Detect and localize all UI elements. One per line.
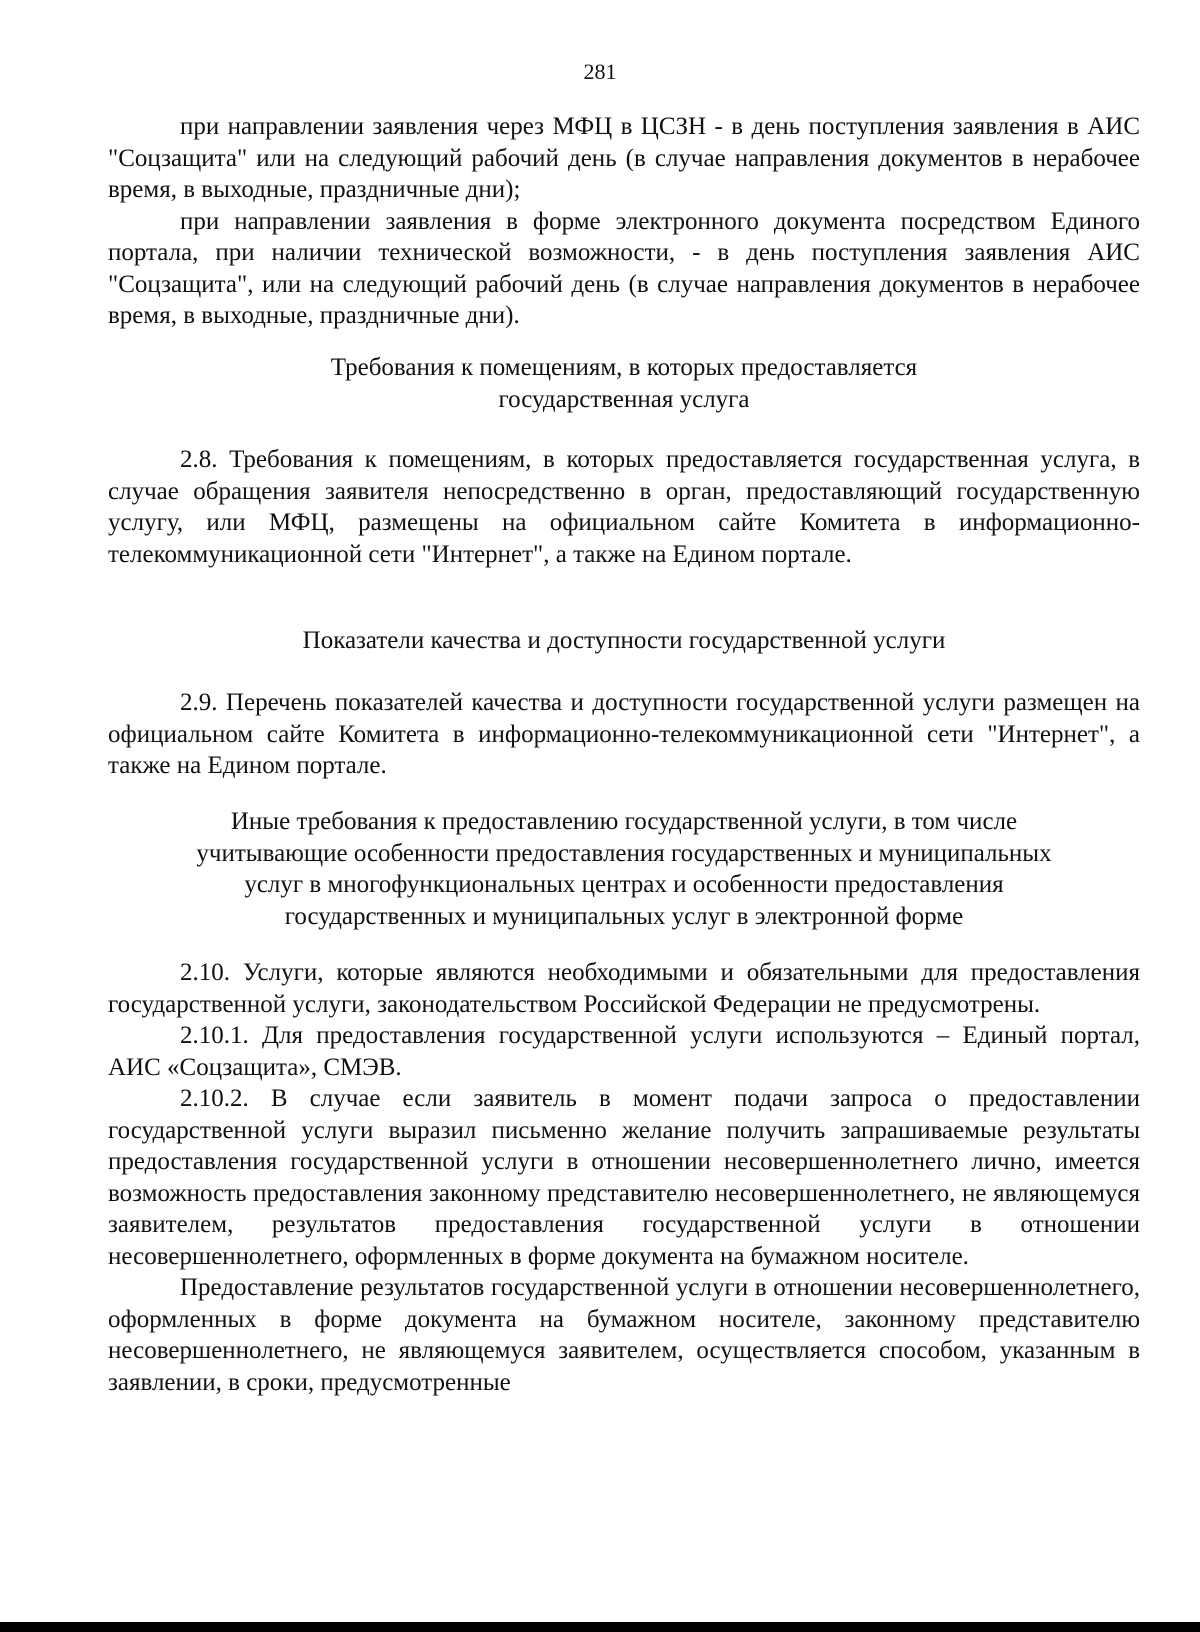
paragraph-2-10-1: 2.10.1. Для предоставления государственной услуги используются – Единый портал, АИС «Соцзащита», СМЭВ.	[108, 1022, 1140, 1081]
section-2-9	[108, 687, 1140, 782]
heading-other-line2: учитывающие особенности предоставления государственных и муниципальных	[196, 839, 1052, 867]
heading-premises-line2: государственная услуга	[498, 385, 750, 413]
paragraph-2-10-2: 2.10.2. В случае если заявитель в момент подачи запроса о предоставлении государственной услуги выразил письменно желание получить запрашиваемые результаты предоставления государственной услуги в отношении несовершеннолетнего лично, имеется возможность предоставления законному представителю несовершеннолетнего, не являющемуся заявителем, результатов предоставления государственной услуги в отношении несовершеннолетнего, оформленных в форме документа на бумажном носителе.	[108, 1085, 1140, 1270]
heading-quality	[108, 625, 1140, 657]
heading-other-requirements	[108, 806, 1140, 932]
heading-premises	[108, 352, 1140, 415]
paragraph-2-9: 2.9. Перечень показателей качества и доступности государственной услуги размещен на официальном сайте Комитета в информационно-телекоммуникационной сети "Интернет", а также на Едином портале.	[108, 689, 1140, 779]
heading-premises-line1: Требования к помещениям, в которых предоставляется	[330, 354, 918, 381]
heading-other-line3: услуг в многофункциональных центрах и особенности предоставления	[244, 871, 1004, 898]
paragraph-2-8: 2.8. Требования к помещениям, в которых предоставляется государственная услуга, в случае обращения заявителя непосредственно в орган, предоставляющий государственную услугу, или МФЦ, размещены на официальном сайте Комитета в информационно-телекоммуникационной сети "Интернет", а также на Едином портале.	[108, 446, 1140, 568]
paragraph-results-delivery: Предоставление результатов государственной услуги в отношении несовершеннолетнего, оформленных в форме документа на бумажном носителе, законному представителю несовершеннолетнего, не являющемуся заявителем, осуществляется способом, указанным в заявлении, в сроки, предусмотренные	[108, 1274, 1140, 1396]
paragraph-mfc-submission: при направлении заявления через МФЦ в ЦСЗН - в день поступления заявления в АИС "Соцзащита" или на следующий рабочий день (в случае направления документов в нерабочее время, в выходные, праздничные дни);	[108, 113, 1140, 203]
section-2-8	[108, 444, 1140, 570]
paragraph-2-10: 2.10. Услуги, которые являются необходимыми и обязательными для предоставления государственной услуги, законодательством Российской Федерации не предусмотрены.	[108, 959, 1140, 1018]
intro-paragraphs	[108, 111, 1140, 332]
section-2-10	[108, 957, 1140, 1398]
heading-other-line4: государственных и муниципальных услуг в электронной форме	[284, 902, 964, 930]
paragraph-portal-submission: при направлении заявления в форме электронного документа посредством Единого портала, при наличии технической возможности, - в день поступления заявления АИС "Соцзащита", или на следующий рабочий день (в случае направления документов в нерабочее время, в выходные, праздничные дни).	[108, 207, 1140, 329]
heading-quality-line: Показатели качества и доступности государственной услуги	[302, 627, 946, 654]
heading-other-line1: Иные требования к предоставлению государственной услуги, в том числе	[230, 808, 1018, 835]
page-number: 281	[583, 59, 617, 84]
scan-edge-line	[0, 1622, 1200, 1632]
